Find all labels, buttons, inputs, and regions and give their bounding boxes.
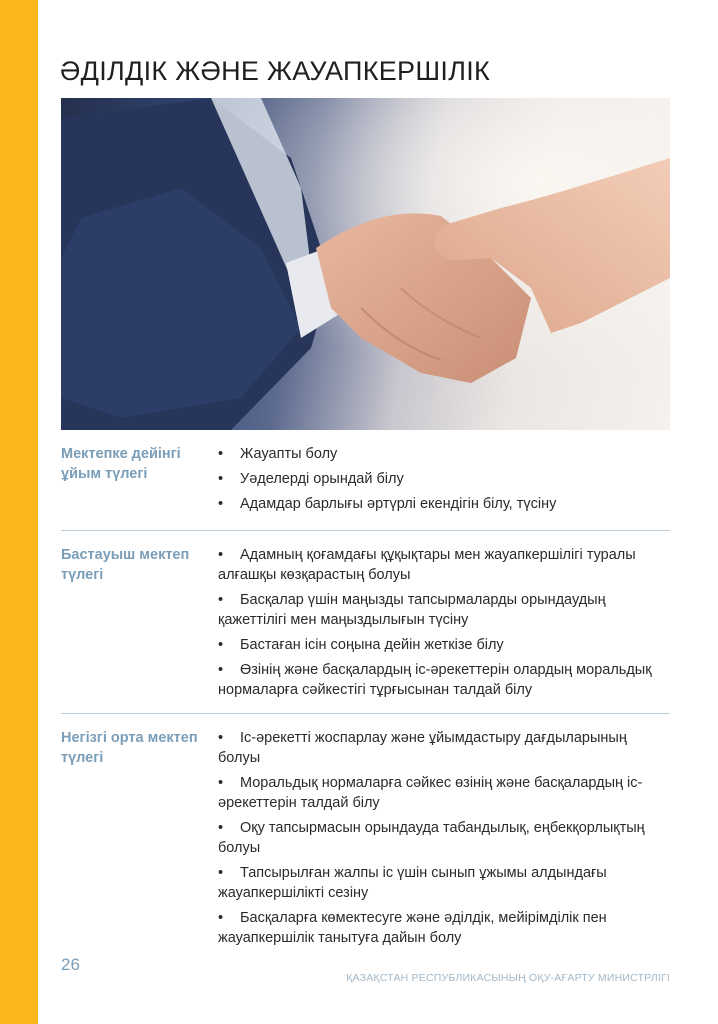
bullet-icon: • bbox=[218, 471, 224, 487]
list-item: • Оқу тапсырмасын орындауда табандылық, еңбекқорлықтың болуы bbox=[218, 820, 645, 856]
bullet-list bbox=[218, 545, 670, 705]
section-label: Бастауыш мектеп түлегі bbox=[61, 547, 190, 583]
handshake-illustration bbox=[61, 98, 670, 430]
list-item: • Моральдық нормаларға сәйкес өзінің және басқалардың іс-әрекеттерін талдай білу bbox=[218, 775, 643, 811]
list-item: • Адамның қоғамдағы құқықтары мен жауапкершілігі туралы алғашқы көзқарастың болуы bbox=[218, 547, 636, 583]
bullet-icon: • bbox=[218, 496, 224, 512]
bullet-icon: • bbox=[218, 820, 224, 836]
section-label: Мектепке дейінгі ұйым түлегі bbox=[61, 446, 181, 482]
section-divider bbox=[61, 530, 670, 531]
bullet-icon: • bbox=[218, 637, 224, 653]
list-item: • Басқалар үшін маңызды тапсырмаларды орындаудың қажеттілігі мен маңыздылығын түсіну bbox=[218, 592, 606, 628]
bullet-list bbox=[218, 444, 670, 519]
page-title: ӘДІЛДІК ЖӘНЕ ЖАУАПКЕРШІЛІК bbox=[60, 56, 491, 86]
bullet-icon: • bbox=[218, 446, 224, 462]
bullet-icon: • bbox=[218, 910, 224, 926]
list-item: • Адамдар барлығы әртүрлі екендігін білу, түсіну bbox=[218, 496, 557, 512]
section-label: Негізгі орта мектеп түлегі bbox=[61, 730, 198, 766]
bullet-icon: • bbox=[218, 547, 224, 563]
accent-sidebar-bar bbox=[0, 0, 38, 1024]
bullet-list bbox=[218, 728, 670, 953]
bullet-icon: • bbox=[218, 865, 224, 881]
list-item: • Іс-әрекетті жоспарлау және ұйымдастыру дағдыларының болуы bbox=[218, 730, 627, 766]
bullet-icon: • bbox=[218, 730, 224, 746]
list-item: • Жауапты болу bbox=[218, 446, 338, 462]
handshake-photo bbox=[61, 98, 670, 430]
list-item: • Басқаларға көмектесуге және әділдік, мейірімділік пен жауапкершілік танытуға дайын болу bbox=[218, 910, 607, 946]
footer-ministry: ҚАЗАҚСТАН РЕСПУБЛИКАСЫНЫҢ ОҚУ-АҒАРТУ МИНИСТРЛІГІ bbox=[346, 972, 670, 984]
list-item: • Уәделерді орындай білу bbox=[218, 471, 404, 487]
bullet-icon: • bbox=[218, 775, 224, 791]
page-number: 26 bbox=[61, 955, 80, 974]
section-divider bbox=[61, 713, 670, 714]
bullet-icon: • bbox=[218, 662, 224, 678]
list-item: • Өзінің және басқалардың іс-әрекеттерін олардың моральдық нормаларға сәйкестігі тұрғысынан талдай білу bbox=[218, 662, 652, 698]
list-item: • Тапсырылған жалпы іс үшін сынып ұжымы алдындағы жауапкершілікті сезіну bbox=[218, 865, 607, 901]
list-item: • Бастаған ісін соңына дейін жеткізе білу bbox=[218, 637, 504, 653]
bullet-icon: • bbox=[218, 592, 224, 608]
